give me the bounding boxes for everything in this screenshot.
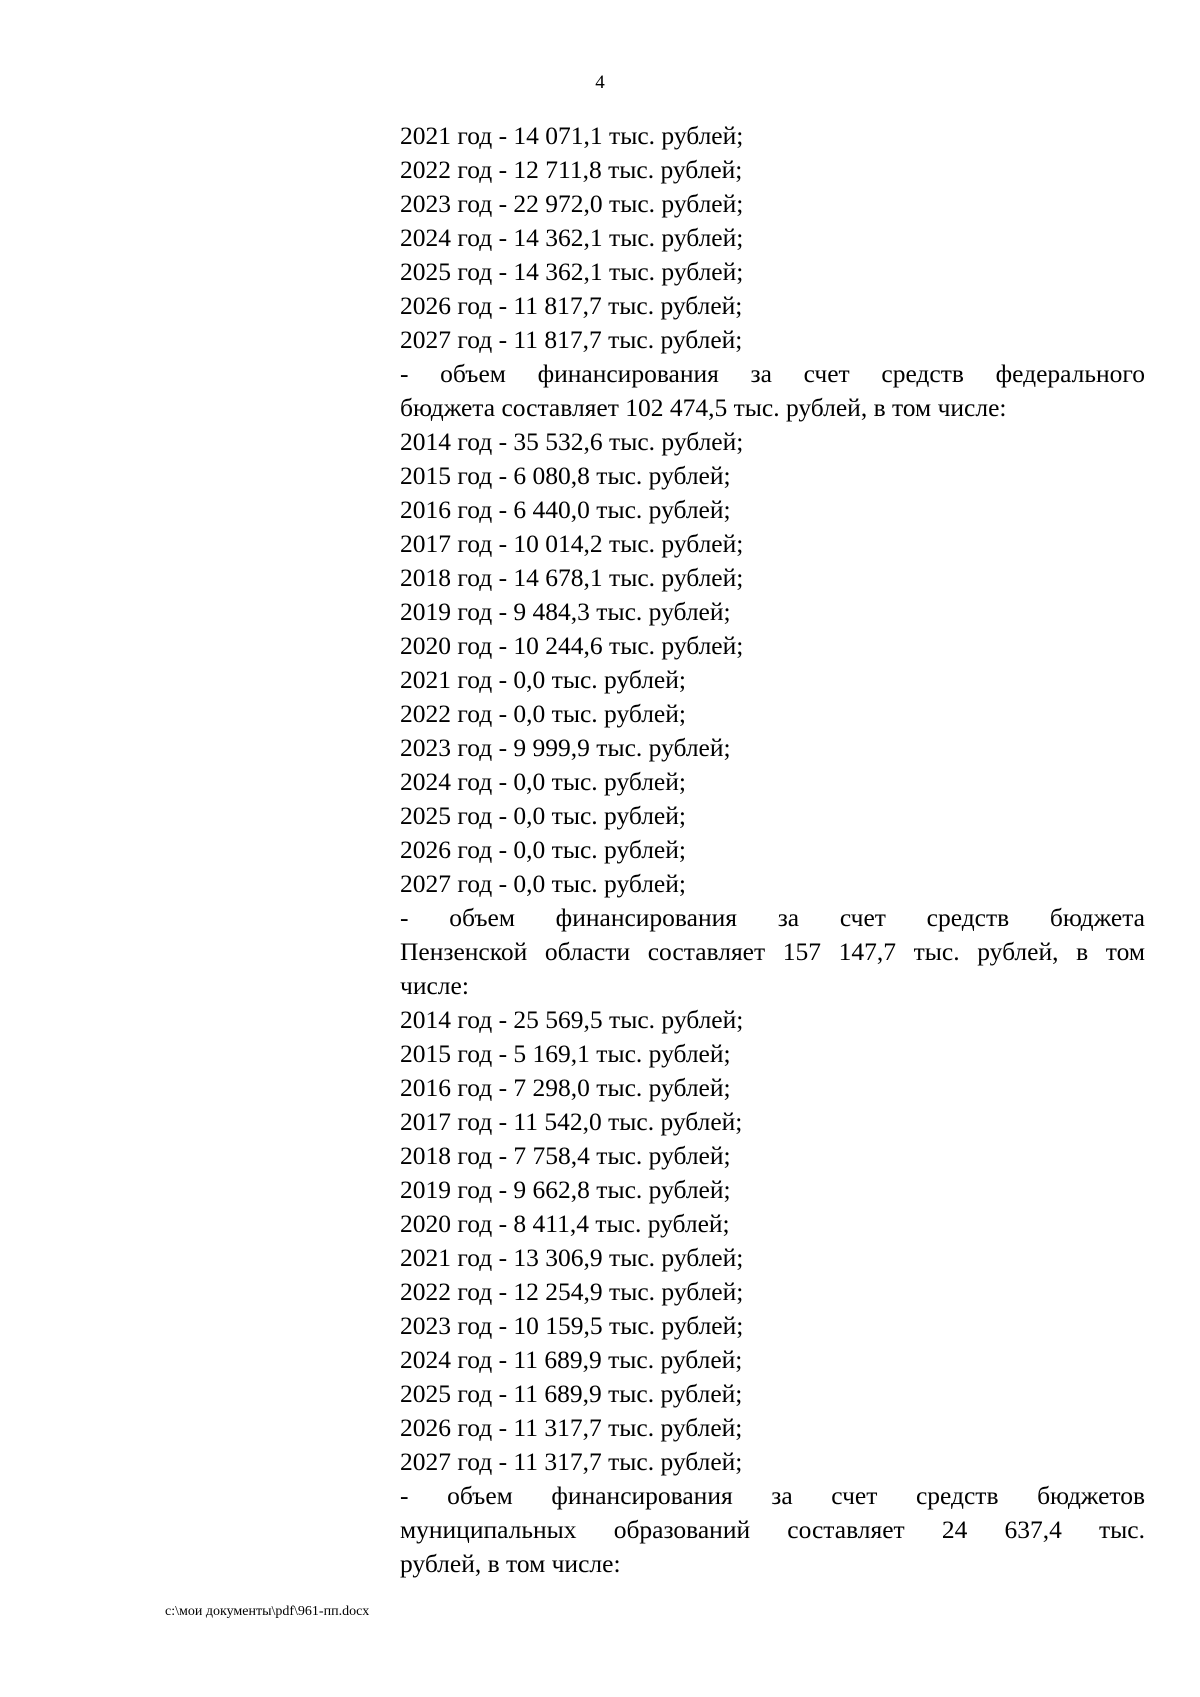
list-item: 2024 год - 14 362,1 тыс. рублей; (400, 223, 744, 252)
list-item: 2027 год - 11 817,7 тыс. рублей; (400, 325, 743, 354)
list-item: 2023 год - 9 999,9 тыс. рублей; (400, 733, 731, 762)
list-item: 2025 год - 11 689,9 тыс. рублей; (400, 1379, 743, 1408)
paragraph-line: - объем финансирования за счет средств бюджета (400, 903, 1145, 932)
list-item: 2027 год - 11 317,7 тыс. рублей; (400, 1447, 743, 1476)
list-item: 2016 год - 7 298,0 тыс. рублей; (400, 1073, 731, 1102)
list-item: 2017 год - 11 542,0 тыс. рублей; (400, 1107, 743, 1136)
list-item: 2019 год - 9 662,8 тыс. рублей; (400, 1175, 731, 1204)
list-item: 2019 год - 9 484,3 тыс. рублей; (400, 597, 731, 626)
list-item: 2015 год - 6 080,8 тыс. рублей; (400, 461, 731, 490)
list-item: 2026 год - 11 817,7 тыс. рублей; (400, 291, 743, 320)
list-item: 2020 год - 10 244,6 тыс. рублей; (400, 631, 744, 660)
list-item: 2015 год - 5 169,1 тыс. рублей; (400, 1039, 731, 1068)
list-item: 2017 год - 10 014,2 тыс. рублей; (400, 529, 744, 558)
list-item: 2022 год - 12 711,8 тыс. рублей; (400, 155, 743, 184)
footer-file-path: c:\мои документы\pdf\961-пп.docx (165, 1604, 370, 1619)
paragraph-line: бюджета составляет 102 474,5 тыс. рублей, в том числе: (400, 393, 1007, 422)
list-item: 2025 год - 0,0 тыс. рублей; (400, 801, 686, 830)
list-item: 2021 год - 13 306,9 тыс. рублей; (400, 1243, 744, 1272)
list-item: 2026 год - 11 317,7 тыс. рублей; (400, 1413, 743, 1442)
list-item: 2025 год - 14 362,1 тыс. рублей; (400, 257, 744, 286)
list-item: 2021 год - 0,0 тыс. рублей; (400, 665, 686, 694)
list-item: 2023 год - 22 972,0 тыс. рублей; (400, 189, 744, 218)
paragraph-line: муниципальных образований составляет 24 637,4 тыс. (400, 1515, 1145, 1544)
paragraph-line: числе: (400, 971, 469, 1000)
list-item: 2014 год - 35 532,6 тыс. рублей; (400, 427, 744, 456)
paragraph-line: Пензенской области составляет 157 147,7 тыс. рублей, в том (400, 937, 1145, 966)
list-item: 2020 год - 8 411,4 тыс. рублей; (400, 1209, 730, 1238)
list-item: 2021 год - 14 071,1 тыс. рублей; (400, 121, 744, 150)
page-number: 4 (595, 72, 605, 93)
document-body (400, 119, 1145, 1581)
list-item: 2023 год - 10 159,5 тыс. рублей; (400, 1311, 744, 1340)
list-item: 2024 год - 0,0 тыс. рублей; (400, 767, 686, 796)
federal-years-list (400, 425, 1145, 901)
total-years-list (400, 119, 1145, 357)
municipal-budget-paragraph (400, 1479, 1145, 1581)
list-item: 2022 год - 0,0 тыс. рублей; (400, 699, 686, 728)
list-item: 2026 год - 0,0 тыс. рублей; (400, 835, 686, 864)
paragraph-line: - объем финансирования за счет средств бюджетов (400, 1481, 1145, 1510)
paragraph-line: - объем финансирования за счет средств федерального (400, 359, 1145, 388)
list-item: 2022 год - 12 254,9 тыс. рублей; (400, 1277, 744, 1306)
list-item: 2024 год - 11 689,9 тыс. рублей; (400, 1345, 743, 1374)
regional-years-list (400, 1003, 1145, 1479)
list-item: 2014 год - 25 569,5 тыс. рублей; (400, 1005, 744, 1034)
federal-budget-paragraph (400, 357, 1145, 425)
list-item: 2027 год - 0,0 тыс. рублей; (400, 869, 686, 898)
regional-budget-paragraph (400, 901, 1145, 1003)
list-item: 2018 год - 14 678,1 тыс. рублей; (400, 563, 744, 592)
paragraph-line: рублей, в том числе: (400, 1549, 621, 1578)
list-item: 2016 год - 6 440,0 тыс. рублей; (400, 495, 731, 524)
list-item: 2018 год - 7 758,4 тыс. рублей; (400, 1141, 731, 1170)
